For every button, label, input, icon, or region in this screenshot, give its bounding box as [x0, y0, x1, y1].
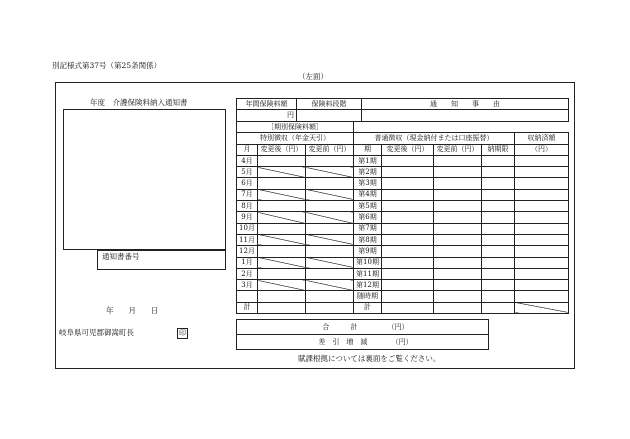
col-ordinary-after: 変更後（円） [382, 144, 434, 155]
due-date-cell [482, 291, 515, 302]
issuer-name: 岐阜県可児郡御嵩町長 [59, 328, 134, 337]
month-cell: 5月 [237, 167, 258, 178]
paid-amount-cell [515, 246, 569, 257]
due-date-cell [482, 223, 515, 234]
special-after-cell [258, 189, 306, 200]
paid-amount-label: 収納済額 [515, 133, 569, 144]
diff-label: 差 引 増 減 [318, 337, 368, 346]
ordinary-before-cell [434, 246, 482, 257]
period-cell: 第1期 [354, 155, 382, 166]
month-cell: 8月 [237, 201, 258, 212]
month-cell: 2月 [237, 268, 258, 279]
paid-amount-cell [515, 234, 569, 245]
ordinary-before-cell [434, 291, 482, 302]
premium-stage-label: 保険料段階 [297, 99, 362, 110]
due-date-cell [482, 280, 515, 291]
paid-amount-cell [515, 291, 569, 302]
ordinary-after-cell [382, 201, 434, 212]
due-date-cell [482, 246, 515, 257]
col-ordinary-before: 変更前（円） [434, 144, 482, 155]
due-date-cell [482, 268, 515, 279]
ordinary-before-cell [434, 201, 482, 212]
special-after-cell [258, 178, 306, 189]
period-row [237, 155, 569, 166]
sum-row [237, 320, 489, 335]
special-after-cell [258, 223, 306, 234]
special-after-cell [258, 246, 306, 257]
ordinary-before-cell [434, 178, 482, 189]
month-cell: 1月 [237, 257, 258, 268]
period-cell: 第8期 [354, 234, 382, 245]
month-cell: 12月 [237, 246, 258, 257]
period-cell: 第7期 [354, 223, 382, 234]
ordinary-after-cell [382, 246, 434, 257]
ordinary-before-cell [434, 167, 482, 178]
period-premium-table [236, 121, 569, 314]
due-date-cell [482, 257, 515, 268]
period-row [237, 291, 569, 302]
paid-amount-cell [515, 257, 569, 268]
notice-title: 年度 介護保険料納入通知書 [90, 98, 188, 107]
period-cell: 第4期 [354, 189, 382, 200]
month-cell: 7月 [237, 189, 258, 200]
ordinary-before-cell [434, 189, 482, 200]
period-row [237, 189, 569, 200]
paid-amount-unit: （円） [515, 144, 569, 155]
period-row [237, 212, 569, 223]
paid-amount-cell [515, 212, 569, 223]
issue-date: 年 月 日 [106, 306, 159, 315]
special-after-cell [258, 268, 306, 279]
ordinary-collection-label: 普通徴収（現金納付または口座振替） [354, 133, 515, 144]
col-due-date: 納期限 [482, 144, 515, 155]
special-before-cell [306, 268, 354, 279]
notice-number-label: 通知書番号 [102, 252, 140, 261]
paid-amount-cell [515, 189, 569, 200]
ordinary-after-cell [382, 291, 434, 302]
special-collection-label: 特別徴収（年金天引） [237, 133, 354, 144]
due-date-cell [482, 178, 515, 189]
period-cell: 随時期 [354, 291, 382, 302]
special-before-cell [306, 155, 354, 166]
period-row [237, 246, 569, 257]
month-cell: 10月 [237, 223, 258, 234]
annual-premium-yen: 円 [237, 110, 297, 121]
period-cell: 第11期 [354, 268, 382, 279]
paid-amount-cell [515, 155, 569, 166]
ordinary-after-cell [382, 268, 434, 279]
paid-amount-cell [515, 201, 569, 212]
period-row [237, 268, 569, 279]
due-date-cell [482, 234, 515, 245]
ordinary-before-cell [434, 257, 482, 268]
ordinary-after-cell [382, 155, 434, 166]
period-row [237, 234, 569, 245]
col-month: 月 [237, 144, 258, 155]
summary-header-table [236, 98, 569, 122]
special-after-cell [258, 234, 306, 245]
due-date-cell [482, 167, 515, 178]
special-before-cell [306, 178, 354, 189]
period-cell: 第9期 [354, 246, 382, 257]
ordinary-after-cell [382, 234, 434, 245]
side-label: （左面） [298, 72, 328, 81]
sum-label: 合 計 [322, 322, 358, 331]
paid-amount-cell [515, 178, 569, 189]
period-cell: 第2期 [354, 167, 382, 178]
period-row [237, 280, 569, 291]
sum-diff-table [236, 319, 489, 350]
special-after-cell [258, 291, 306, 302]
footer-note: 賦課根拠については裏面をご覧ください。 [298, 354, 441, 363]
special-after-cell [258, 212, 306, 223]
ordinary-before-cell [434, 280, 482, 291]
month-cell: 3月 [237, 280, 258, 291]
ordinary-before-cell [434, 223, 482, 234]
period-cell: 第6期 [354, 212, 382, 223]
special-before-cell [306, 167, 354, 178]
due-date-cell [482, 212, 515, 223]
special-before-cell [306, 212, 354, 223]
special-before-cell [306, 223, 354, 234]
period-premium-label: ［期別保険料額］ [237, 122, 354, 133]
ordinary-after-cell [382, 280, 434, 291]
period-row [237, 178, 569, 189]
period-cell: 第3期 [354, 178, 382, 189]
sum-unit: （円） [387, 322, 409, 331]
ordinary-total-label: 計 [354, 302, 382, 313]
notice-reason-label: 通 知 事 由 [362, 99, 569, 110]
paid-amount-cell [515, 223, 569, 234]
col-special-after: 変更後（円） [258, 144, 306, 155]
diff-row [237, 335, 489, 350]
month-cell: 9月 [237, 212, 258, 223]
period-row [237, 223, 569, 234]
due-date-cell [482, 201, 515, 212]
ordinary-after-cell [382, 212, 434, 223]
diff-unit: （円） [391, 337, 413, 346]
period-cell: 第5期 [354, 201, 382, 212]
ordinary-after-cell [382, 223, 434, 234]
special-before-cell [306, 234, 354, 245]
period-row [237, 257, 569, 268]
special-before-cell [306, 291, 354, 302]
month-cell [237, 291, 258, 302]
month-cell: 11月 [237, 234, 258, 245]
form-number: 別記様式第37号（第25条関係） [52, 61, 162, 70]
special-after-cell [258, 201, 306, 212]
address-box [63, 109, 226, 250]
col-special-before: 変更前（円） [306, 144, 354, 155]
ordinary-after-cell [382, 178, 434, 189]
ordinary-before-cell [434, 234, 482, 245]
paid-amount-cell [515, 280, 569, 291]
col-period: 期 [354, 144, 382, 155]
period-cell: 第10期 [354, 257, 382, 268]
special-after-cell [258, 257, 306, 268]
month-cell: 6月 [237, 178, 258, 189]
period-cell: 第12期 [354, 280, 382, 291]
annual-premium-label: 年間保険料額 [237, 99, 297, 110]
special-after-cell [258, 167, 306, 178]
special-before-cell [306, 280, 354, 291]
ordinary-after-cell [382, 257, 434, 268]
ordinary-before-cell [434, 268, 482, 279]
official-seal: 印 [179, 329, 186, 337]
special-after-cell [258, 280, 306, 291]
period-row [237, 167, 569, 178]
special-before-cell [306, 201, 354, 212]
special-after-cell [258, 155, 306, 166]
month-cell: 4月 [237, 155, 258, 166]
due-date-cell [482, 189, 515, 200]
special-before-cell [306, 189, 354, 200]
paid-amount-cell [515, 268, 569, 279]
special-before-cell [306, 257, 354, 268]
ordinary-before-cell [434, 212, 482, 223]
period-row [237, 201, 569, 212]
paid-amount-cell [515, 167, 569, 178]
special-total-label: 計 [237, 302, 258, 313]
ordinary-after-cell [382, 189, 434, 200]
special-before-cell [306, 246, 354, 257]
ordinary-before-cell [434, 155, 482, 166]
ordinary-after-cell [382, 167, 434, 178]
due-date-cell [482, 155, 515, 166]
